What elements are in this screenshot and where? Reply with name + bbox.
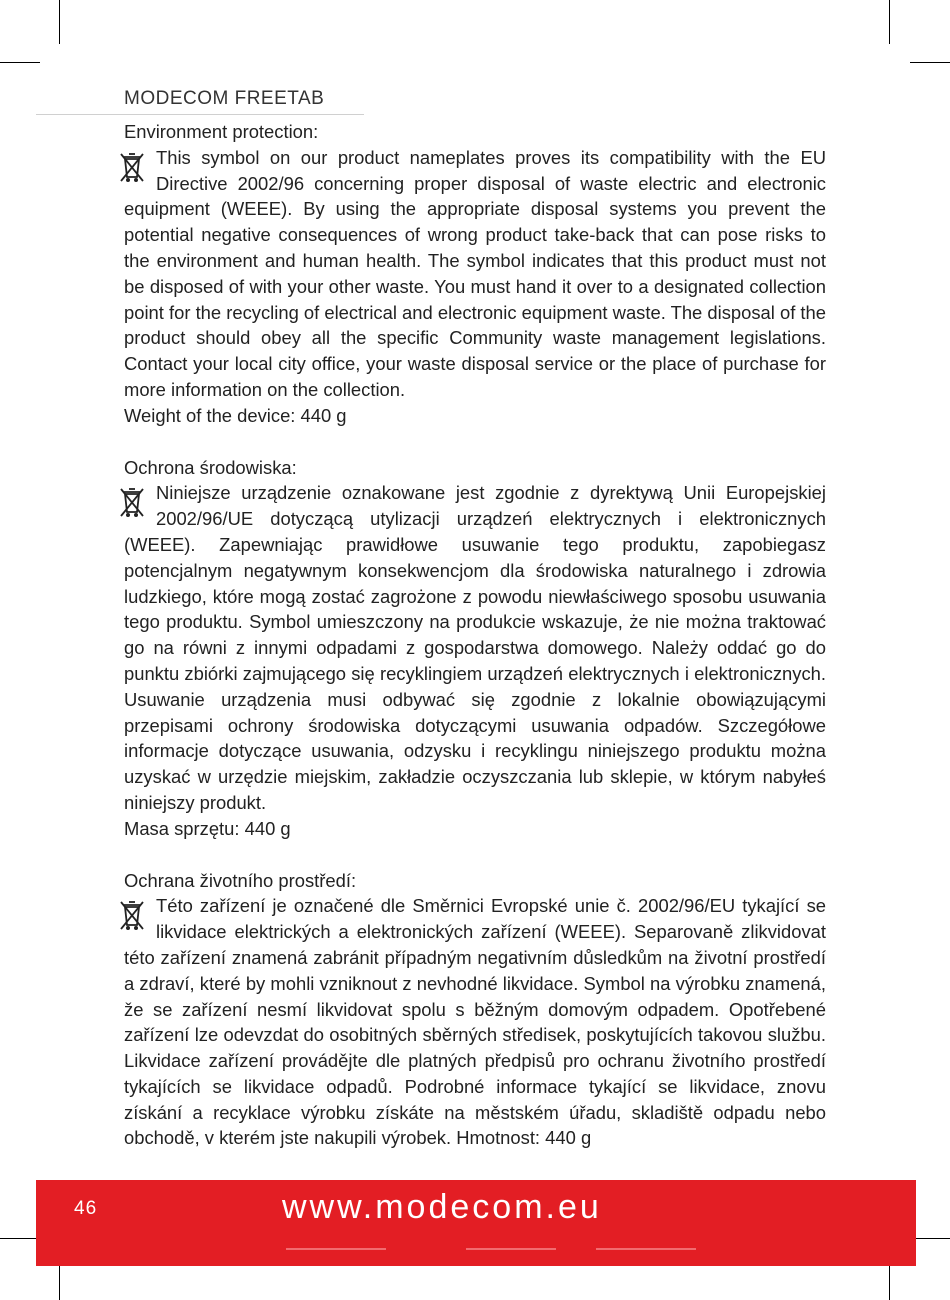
header-rule xyxy=(36,114,364,115)
section-heading: Ochrana životního prostředí: xyxy=(124,869,357,891)
section-body-text: Niniejsze urządzenie oznakowane jest zgodnie z dyrektywą Unii Europejskiej 2002/96/UE dotyczącą utylizacji urządzeń elektrycznych i elektronicznych (WEEE). Zapewniając prawidłowe usuwanie tego produktu, zapobiegasz potencjalnym negatywnym konsekwencjom dla środowiska naturalnego i zdrowia ludzkiego, które mogą zostać zagrożone z powodu niewłaściwego sposobu usuwania tego produktu. Symbol umieszczony na produkcie wskazuje, że nie można traktować go na równi z innymi odpadami z gospodarstwa domowego. Należy oddać go do punktu zbiórki zajmującego się recyklingiem urządzeń elektrycznych i elektronicznych. Usuwanie urządzenia musi odbywać się zgodnie z lokalnie obowiązującymi przepisami ochrony środowiska dotyczącymi usuwania odpadów. Szczegółowe informacje dotyczące usuwania, odzysku i recyklingu niniejszego produktu można uzyskać w urzędzie miejskim, zakładzie oczyszczania lub sklepie, w którym nabyłeś niniejszy produkt. xyxy=(124,482,826,813)
device-weight: Weight of the device: 440 g xyxy=(124,404,347,426)
header-title: MODECOM FREETAB xyxy=(124,88,325,109)
section-body-text: Této zařízení je označené dle Směrnici Evropské unie č. 2002/96/EU tykající se likvidace elektrických a elektronických zařízení (WEEE). Separovaně zlikvidovat této zařízení znamená zabránit případným negativním důsledkům na životní prostředí a zdraví, které by mohli vzniknout z nevhodné likvidace. Symbol na výrobku znamená, že se zařízení nesmí likvidovat spolu s běžným domovým odpadem. Opotřebené zařízení lze odevzdat do osobitných sběrných středisek, poskytujících takovou službu. Likvidace zařízení provádějte dle platných předpisů pro ochranu životního prostředí tykajících se likvidace odpadů. Podrobné informace tykající se likvidace, znovu získání a recyklace výrobku získáte na městském úřadu, skladiště odpadu nebo obchodě, v kterém jste nakupili výrobek. xyxy=(124,895,826,1149)
device-weight: Hmotnost: 440 g xyxy=(456,1127,592,1149)
footer-decoration xyxy=(596,1248,696,1250)
section-english xyxy=(124,119,826,429)
weee-icon xyxy=(118,897,146,935)
crop-mark xyxy=(59,0,60,44)
footer-banner xyxy=(36,1180,916,1266)
section-polish xyxy=(124,455,826,842)
crop-mark xyxy=(910,1238,950,1239)
section-body xyxy=(124,893,826,1151)
section-body xyxy=(124,480,826,815)
device-weight: Masa sprzętu: 440 g xyxy=(124,817,291,839)
section-czech xyxy=(124,868,826,1152)
weee-icon xyxy=(118,484,146,522)
footer-decoration xyxy=(466,1248,556,1250)
website-link[interactable]: www.modecom.eu xyxy=(282,1188,602,1226)
section-heading: Environment protection: xyxy=(124,121,319,142)
crop-mark xyxy=(0,1238,40,1239)
page-content xyxy=(124,119,826,1151)
section-body xyxy=(124,145,826,403)
crop-mark xyxy=(0,62,40,63)
section-heading: Ochrona środowiska: xyxy=(124,456,297,478)
section-body-text: This symbol on our product nameplates proves its compatibility with the EU Directive 2002/96 concerning proper disposal of waste electric and electronic equipment (WEEE). By using the appropriate disposal systems you prevent the potential negative consequences of wrong product take-back that can pose risks to the environment and human health. The symbol indicates that this product must not be disposed of with your other waste. You must hand it over to a designated collection point for the recycling of electrical and electronic equipment waste. The disposal of the product should obey all the specific Community waste management legislations. Contact your local city office, your waste disposal service or the place of purchase for more information on the collection. xyxy=(124,146,826,400)
page-number: 46 xyxy=(74,1198,98,1219)
crop-mark xyxy=(910,62,950,63)
weee-icon xyxy=(118,149,146,187)
crop-mark xyxy=(889,0,890,44)
footer-decoration xyxy=(286,1248,386,1250)
